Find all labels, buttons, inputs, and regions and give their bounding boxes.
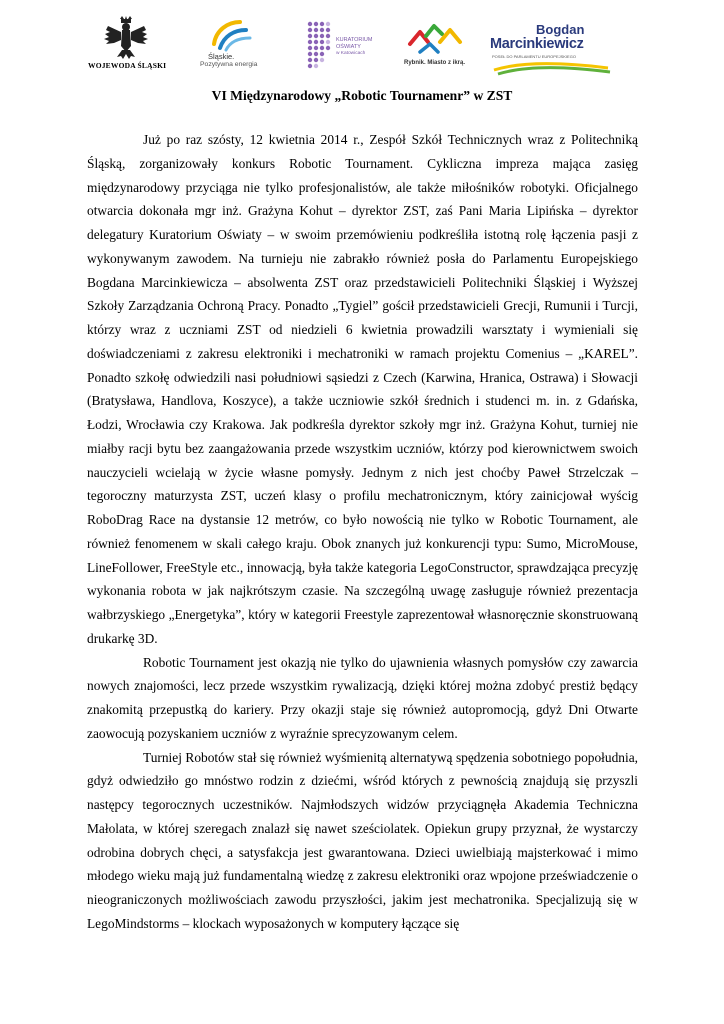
kuratorium-label-line1: KURATORIUM <box>336 37 373 43</box>
rybnik-logo <box>402 16 470 76</box>
marcinkiewicz-subtitle: POSEŁ DO PARLAMENTU EUROPEJSKIEGO <box>492 54 576 59</box>
marcinkiewicz-first-name: Bogdan <box>536 22 585 37</box>
rybnik-rooftops-icon <box>406 22 466 56</box>
document-title: VI Międzynarodowy „Robotic Tournamenr” w ZST <box>211 88 513 103</box>
rybnik-label: Rybnik. Miasto z ikrą. <box>404 60 466 66</box>
marcinkiewicz-stripes-icon <box>490 60 614 76</box>
slaskie-label-line1: Śląskie. <box>208 52 235 61</box>
paragraph-2: Robotic Tournament jest okazją nie tylko do ujawnienia własnych pomysłów czy zawarcia nowych znajomości, lecz przede wszystkim rywalizacją, dzięki której można zdobyć prestiż będący znakomitą przepustką do kariery. Przy okazji staje się również autopromocją, gdyż Dni Otwarte zaowocują pozyskaniem uczniów z wyraźnie sprecyzowanym celem. <box>87 654 638 741</box>
wojewoda-label: WOJEWODA ŚLĄSKI <box>88 61 167 70</box>
document-body <box>87 128 638 936</box>
kuratorium-dots-icon <box>304 18 336 74</box>
kuratorium-label-line2: OŚWIATY <box>336 44 361 50</box>
kuratorium-label-line3: w Katowicach <box>336 51 366 56</box>
slaskie-logo <box>196 16 262 76</box>
logo-strip <box>84 16 614 76</box>
marcinkiewicz-logo <box>490 16 614 76</box>
paragraph-3: Turniej Robotów stał się również wyśmienitą alternatywą spędzenia sobotniego popołudnia, gdyż odwiedziło go mnóstwo rodzin z dziećmi, wśród których z pewnością znajdują się przyszli następcy tegorocznych uczestników. Najmłodszych widzów przyciągnęła Akademia Techniczna Małolata, w której szeregach znalazł się nawet sześciolatek. Opiekun grupy przyznał, że wystarczy odrobina dobrych chęci, a satysfakcja jest gwarantowana. Dzieci uwielbiają majsterkować i mimo młodego wieku mają już fundamentalną wiedzę z zakresu elektroniki oraz wpojone przeświadczenie o nieograniczonych możliwościach zawodu przyszłości, jakim jest mechatronika. Specjalizują się w LegoMindstorms – klockach wyposażonych w komputery łączące się <box>87 749 638 931</box>
wojewoda-logo <box>84 16 168 76</box>
kuratorium-logo <box>304 16 374 76</box>
slaskie-label-line2: Pozytywna energia <box>200 61 258 68</box>
slaskie-swoosh-icon <box>196 16 262 52</box>
paragraph-1: Już po raz szósty, 12 kwietnia 2014 r., Zespół Szkół Technicznych wraz z Politechniką Śląską, zorganizowały konkurs Robotic Tournament. Cykliczna impreza mająca zasięg międzynarodowy przyciąga nie tylko profesjonalistów, ale także miłośników robotyki. Oficjalnego otwarcia dokonała mgr inż. Grażyna Kohut – dyrektor ZST, zaś Pani Maria Lipińska – dyrektor delegatury Kuratorium Oświaty – w swoim przemówieniu podkreśliła istotną rolę łączenia pasji z wykonywanym zawodem. Na turnieju nie zabrakło również posła do Parlamentu Europejskiego Bogdana Marcinkiewicza – absolwenta ZST oraz przedstawicieli Politechniki Śląskiej i Wyższej Szkoły Zarządzania Ochroną Pracy. Ponadto „Tygiel” gościł przedstawicieli Grecji, Rumunii i Turcji, którzy wraz z uczniami ZST od niedzieli 6 kwietnia prowadzili warsztaty i wymieniali się doświadczeniami z zakresu elektroniki i mechatroniki w ramach projektu Comenius – „KAREL”. Ponadto szkołę odwiedzili nasi południowi sąsiedzi z Czech (Karwina, Hranica, Ostrawa) i Słowacji (Bratysława, Handlova, Koszyce), a także uczniowie szkół średnich i studenci m. in. z Gdańska, Łodzi, Wrocławia czy Krakowa. Jak podkreśla dyrektor szkoły mgr inż. Grażyna Kohut, turniej nie miałby racji bytu bez zaangażowania przede wszystkim uczniów, którzy pod kierownictwem swoich nauczycieli wcielają w życie własne pomysły. Jednym z nich jest choćby Paweł Strzelczak – tegoroczny maturzysta ZST, uczeń klasy o profilu mechatronicznym, który zainicjował wyścig RoboDrag Race na dystansie 12 metrów, co było nowością nie tylko w Robotic Tournament, ale również fenomenem w skali całego kraju. Obok znanych już konkurencji typu: Sumo, MicroMouse, LineFollower, FreeStyle etc., innowacją, była także kategoria LegoConstructor, sprawdzająca precyzję wykonania robota w jak najkrótszym czasie. Na szczególną uwagę zasługuje również prezentacja wałbrzyskiego „Energetyka”, który w kategorii Freestyle zaprezentował własnoręcznie skonstruowaną drukarkę 3D. <box>87 132 638 646</box>
eagle-emblem-icon <box>84 16 168 60</box>
marcinkiewicz-last-name: Marcinkiewicz <box>490 36 584 52</box>
